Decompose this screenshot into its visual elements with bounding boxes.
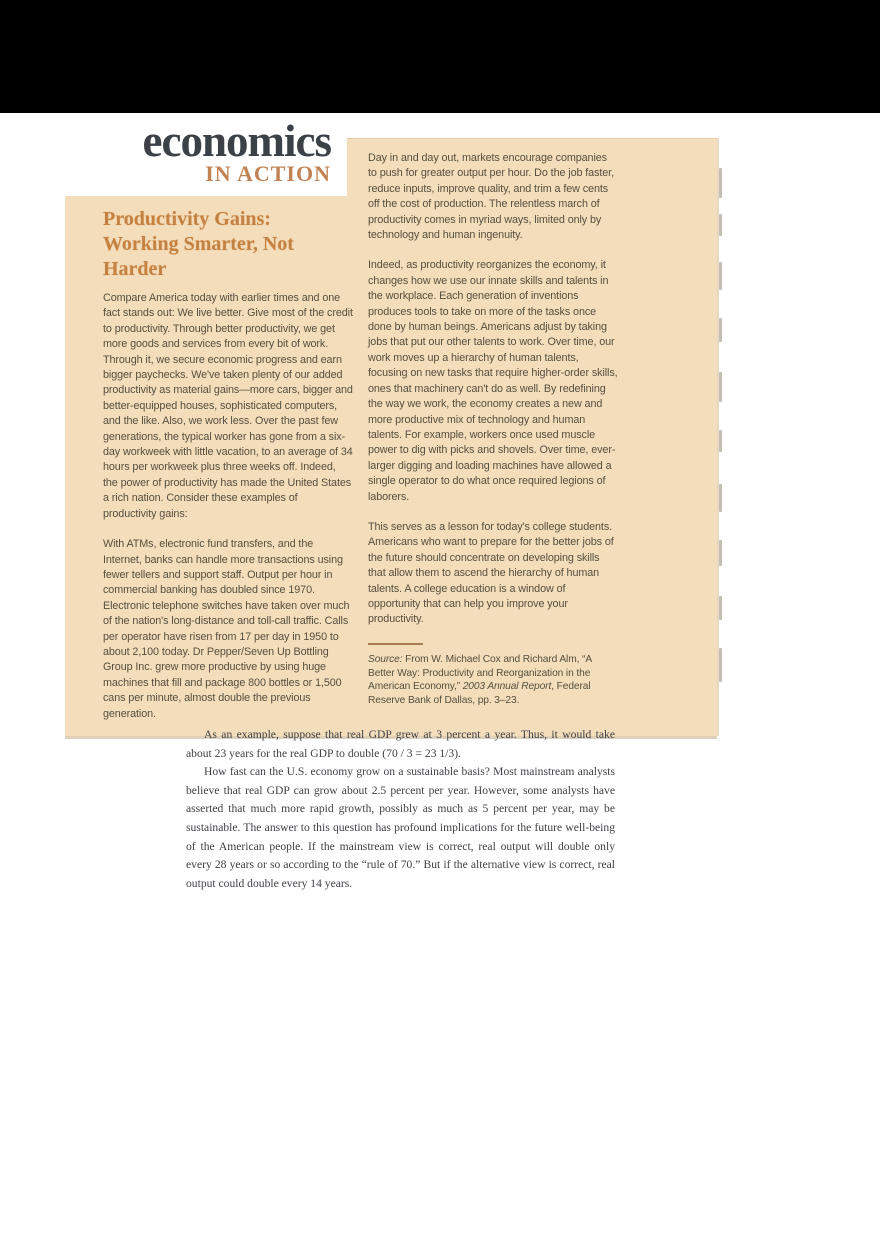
feature-box-columns: [65, 139, 717, 736]
economics-in-action-box: [65, 138, 717, 736]
feature-box-paragraph: With ATMs, electronic fund transfers, and the Internet, banks can handle more transactions using fewer tellers and support staff. Output per hour in commercial banking has doubled since 1970. Electronic telephone switches have taken over much of the nation's long-distance and toll-call traffic. Calls per operator have risen from 17 per day in 1950 to about 2,100 today. Dr Pepper/Seven Up Bottling Group Inc. grew more productive by using huge machines that fill and package 800 bottles or 1,500 cans per minute, almost double the previous generation.: [103, 538, 350, 720]
scan-artifact: [719, 372, 722, 402]
scan-artifact: [719, 648, 722, 682]
feature-box-right-column: [368, 139, 618, 722]
source-divider: [368, 643, 423, 645]
feature-box-paragraph: Indeed, as productivity reorganizes the economy, it changes how we use our innate skills and talents in the workplace. Each generation of inventions produces tools to take on more of the tasks once done by human beings. Americans adjust by taking jobs that put our other talents to work. Over time, our work moves up a hierarchy of human talents, focusing on new tasks that require higher-order skills, ones that machinery can't do as well. By redefining the way we work, the economy creates a new and more productive mix of technology and human talents. For example, workers once used muscle power to dig with picks and shovels. Over time, ever-larger digging and loading machines have allowed a single operator to do what once required legions of laborers.: [368, 259, 618, 503]
source-label: Source:: [368, 653, 403, 665]
scan-artifact: [719, 484, 722, 512]
logo: [65, 116, 331, 186]
logo-subtitle: IN ACTION: [205, 161, 331, 186]
scan-black-band: [0, 0, 880, 113]
scan-artifact: [719, 168, 722, 198]
feature-box-left-column: [103, 139, 353, 722]
scan-artifact: [719, 540, 722, 566]
source-tail: , Federal Reserve Bank of Dallas, pp. 3–23.: [368, 681, 591, 707]
feature-box-paragraph: This serves as a lesson for today's college students. Americans who want to prepare for the better jobs of the future should concentrate on developing skills that allow them to ascend the hierarchy of human talents. A college education is a window of opportunity that can help you improve your productivity.: [368, 520, 614, 626]
feature-box-paragraph: Compare America today with earlier times and one fact stands out: We live better. Give most of the credit to productivity. Through better productivity, we get more goods and services from every bit of work. Through it, we secure economic progress and earn bigger paychecks. We've taken plenty of our added productivity as material gains—more cars, bigger and better-equipped houses, sophisticated computers, and the like. Also, we work less. Over the past few generations, the typical worker has gone from a six-day workweek with little vacation, to an average of 34 hours per workweek plus three weeks off. Indeed, the power of productivity has made the United States a rich nation. Consider these examples of productivity gains:: [103, 292, 353, 520]
logo-title: economics: [142, 116, 331, 166]
body-paragraph: How fast can the U.S. economy grow on a sustainable basis? Most mainstream analysts believe that real GDP can grow about 2.5 percent per year. However, some analysts have asserted that much more rapid growth, possibly as much as 5 percent per year, may be sustainable. The answer to this question has profound implications for the future well-being of the American people. If the mainstream view is correct, real output will double only every 28 years or so according to the “rule of 70.” But if the alternative view is correct, real output could double every 14 years.: [186, 765, 615, 890]
scan-artifact: [719, 318, 722, 342]
scan-artifact: [719, 430, 722, 452]
body-paragraph: As an example, suppose that real GDP grew at 3 percent a year. Thus, it would take about 23 years for the real GDP to double (70 / 3 = 23 1/3).: [186, 728, 615, 760]
source-text: [368, 653, 610, 708]
feature-box-paragraph: Day in and day out, markets encourage companies to push for greater output per hour. Do the job faster, reduce inputs, improve quality, and trim a few cents off the cost of production. The relentless march of productivity comes in myriad ways, limited only by technology and human ingenuity.: [368, 152, 614, 242]
scan-artifact: [719, 214, 722, 236]
body-text: [186, 726, 615, 893]
source-body: From W. Michael Cox and Richard Alm, “A Better Way: Productivity and Reorganization in the American Economy,”: [368, 653, 592, 693]
feature-box-heading: Productivity Gains: Working Smarter, Not Harder: [103, 208, 294, 280]
scan-artifact: [719, 262, 722, 290]
scan-artifact: [719, 596, 722, 620]
source-report-title: 2003 Annual Report: [462, 681, 552, 693]
source-citation: [368, 643, 610, 708]
